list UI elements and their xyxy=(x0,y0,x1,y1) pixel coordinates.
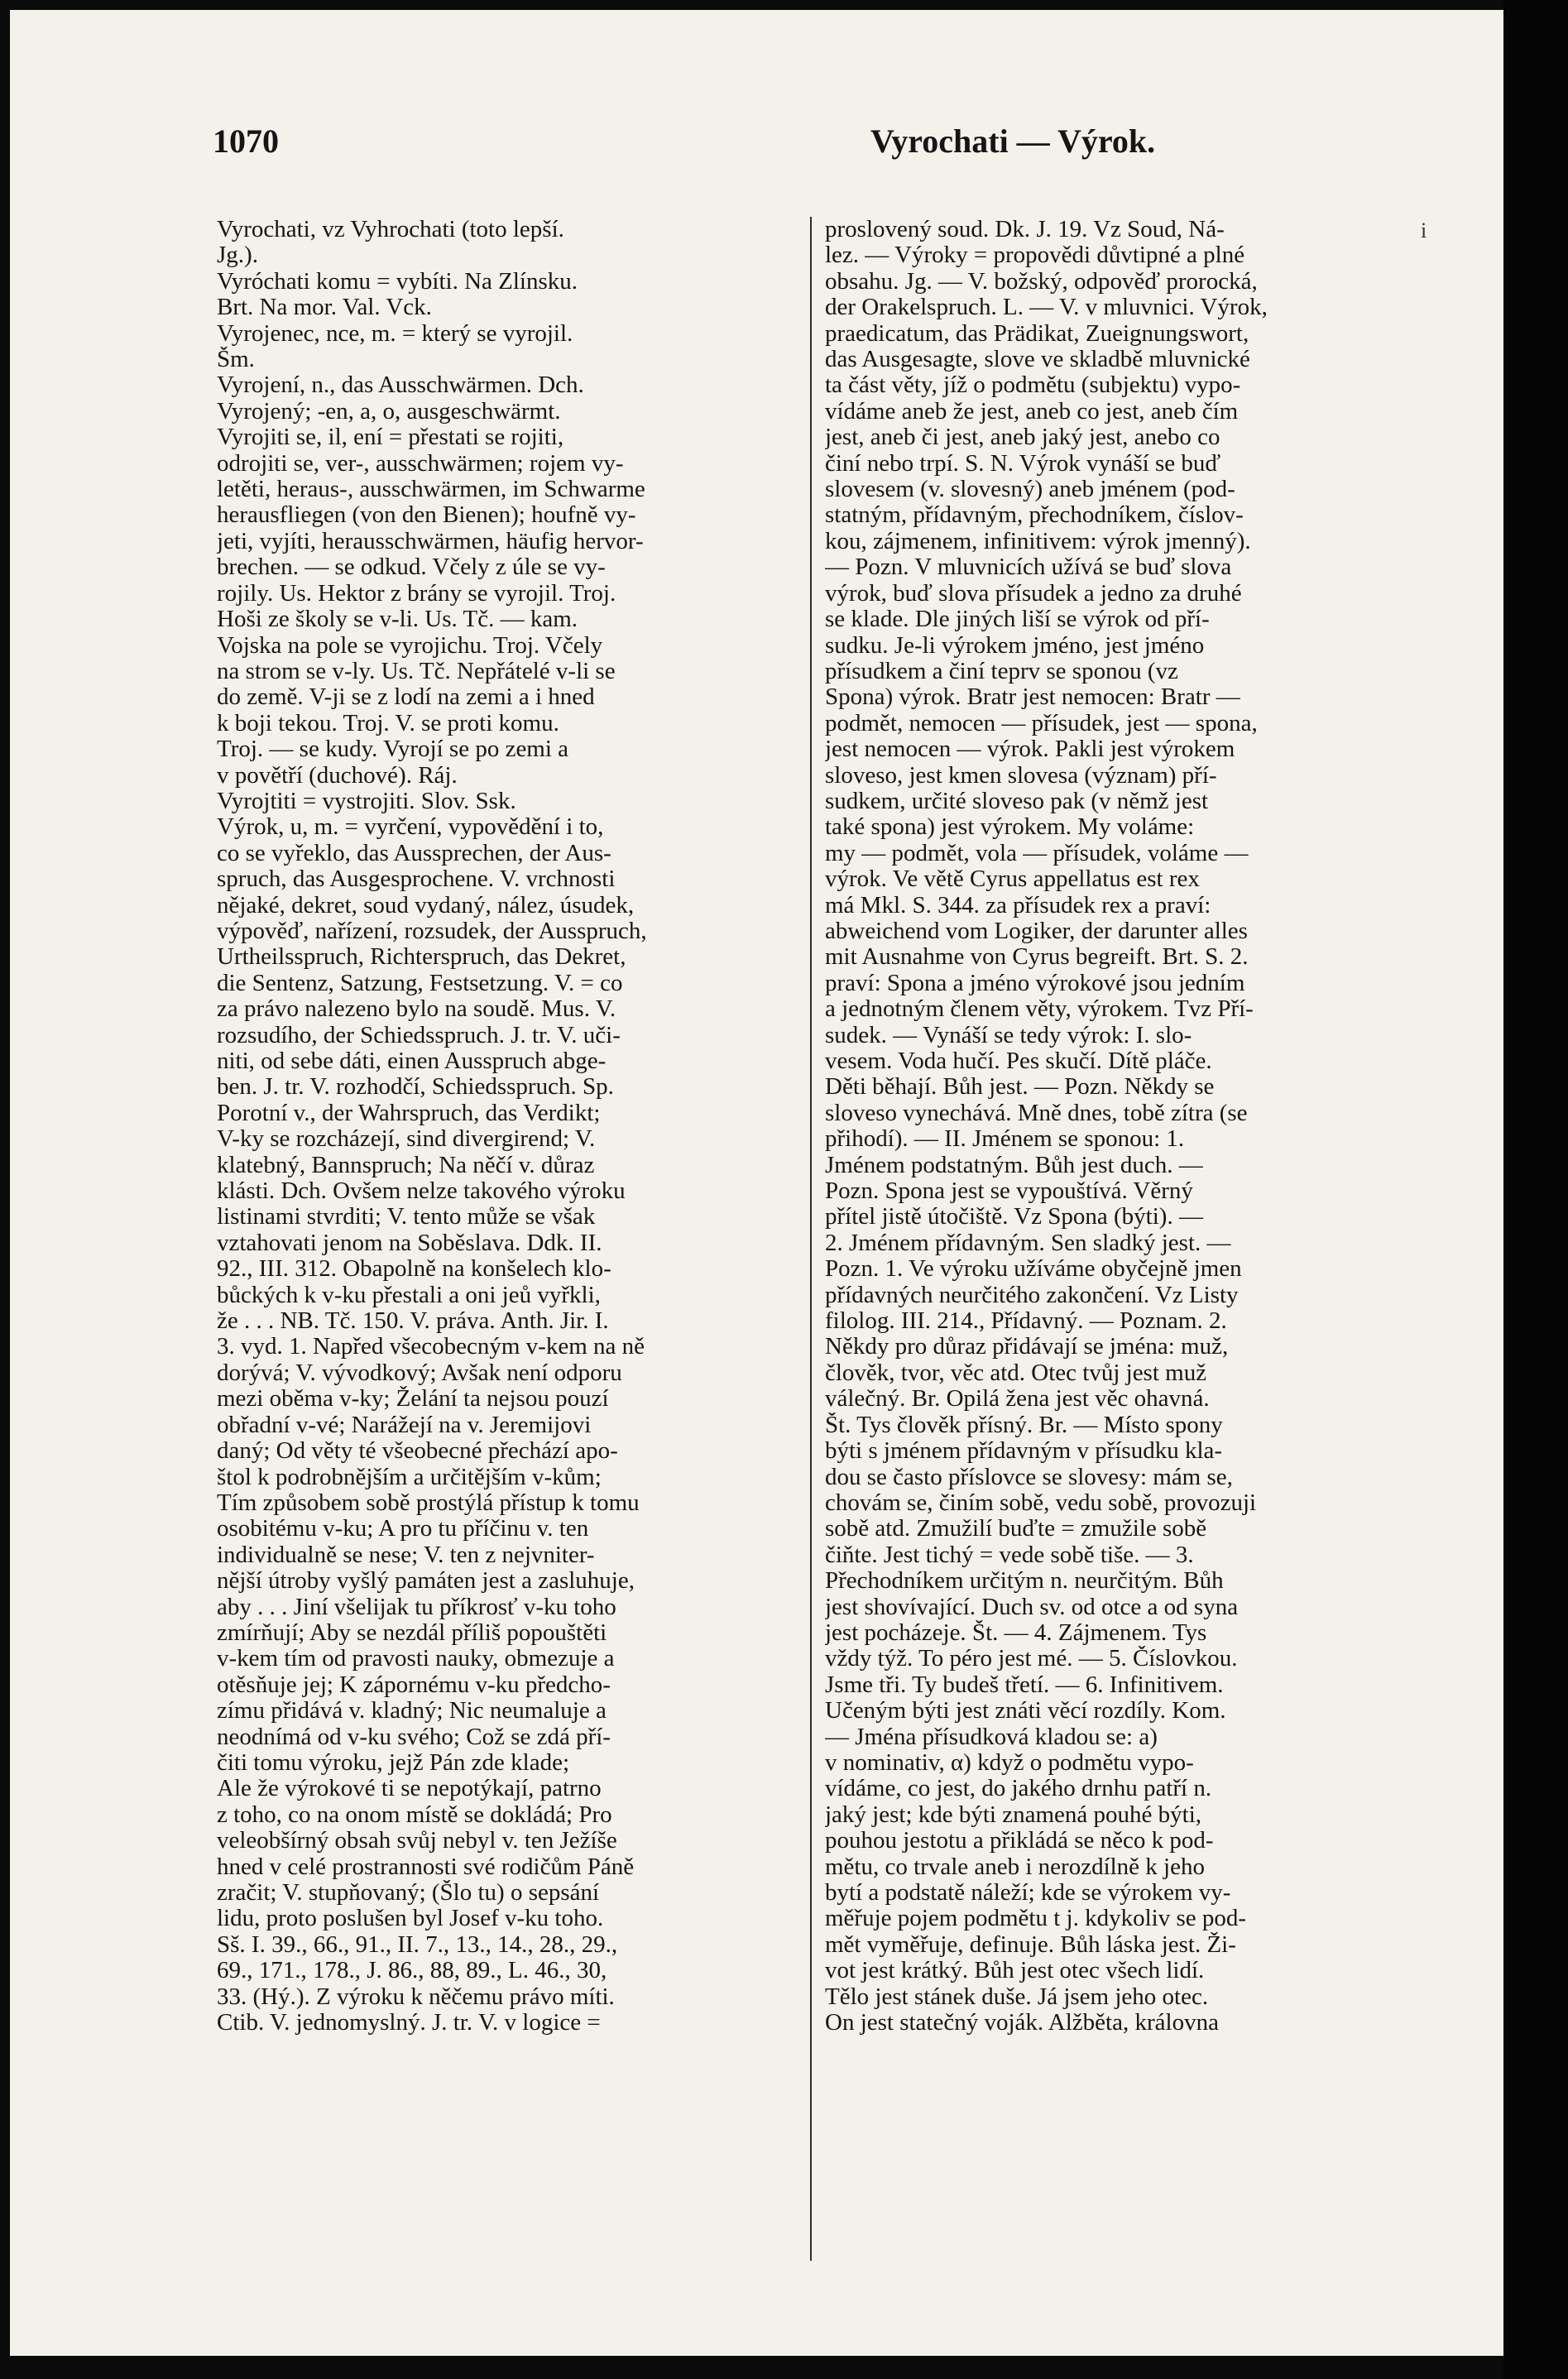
text-line: statným, přídavným, přechodníkem, číslov- xyxy=(825,502,1244,529)
text-line: podmět, nemocen — přísudek, jest — spona, xyxy=(825,710,1258,736)
text-line: že . . . NB. Tč. 150. V. práva. Anth. Jir. I. xyxy=(217,1308,609,1335)
text-line: nější útroby vyšlý památen jest a zasluhuje, xyxy=(217,1568,635,1595)
text-line: vídáme aneb že jest, aneb co jest, aneb čím xyxy=(825,398,1239,424)
text-line: — Pozn. V mluvnicích užívá se buď slova xyxy=(825,554,1232,581)
text-line: Hoši ze školy se v-li. Us. Tč. — kam. xyxy=(217,607,578,633)
text-line: k boji tekou. Troj. V. se proti komu. xyxy=(217,710,559,736)
text-line: sloveso vynechává. Mně dnes, tobě zítra (se xyxy=(825,1100,1248,1126)
text-line: letěti, heraus-, ausschwärmen, im Schwarme xyxy=(217,477,645,503)
text-line: Přechodníkem určitým n. neurčitým. Bůh xyxy=(825,1568,1224,1595)
running-head: Vyrochati — Výrok. xyxy=(870,122,1156,160)
text-line: vídáme, co jest, do jakého drnhu patří n. xyxy=(825,1776,1212,1802)
text-line: klásti. Dch. Ovšem nelze takového výroku xyxy=(217,1178,626,1205)
text-line: Tělo jest stánek duše. Já jsem jeho otec. xyxy=(825,1983,1209,2010)
text-line: nějaké, dekret, soud vydaný, nález, úsudek, xyxy=(217,892,635,919)
text-line: štol k podrobnějším a určitějším v-kům; xyxy=(217,1464,602,1490)
text-line: býti s jménem přídavným v přísudku kla- xyxy=(825,1438,1223,1465)
text-line: bytí a podstatě náleží; kde se výrokem vy- xyxy=(825,1880,1231,1906)
right-column xyxy=(825,217,1417,2036)
text-line: Šm. xyxy=(217,347,255,373)
text-line: chovám se, činím sobě, vedu sobě, provozuji xyxy=(825,1489,1257,1516)
text-line: mět vyměřuje, definuje. Bůh láska jest. Ži- xyxy=(825,1931,1236,1958)
text-line: 69., 171., 178., J. 86., 88, 89., L. 46., 30, xyxy=(217,1958,607,1984)
text-line: praedicatum, das Prädikat, Zueignungswort, xyxy=(825,320,1249,347)
text-line: daný; Od věty té všeobecné přechází apo- xyxy=(217,1438,618,1465)
text-line: v-kem tím od pravosti nauky, obmezuje a xyxy=(217,1646,615,1672)
text-line: v povětří (duchové). Ráj. xyxy=(217,762,458,789)
text-line: výrok. Ve větě Cyrus appellatus est rex xyxy=(825,866,1200,893)
text-line: ben. J. tr. V. rozhodčí, Schiedsspruch. Sp. xyxy=(217,1074,614,1101)
text-line: přítel jistě útočiště. Vz Spona (býti). — xyxy=(825,1204,1203,1230)
text-line: měřuje pojem podmětu t j. kdykoliv se pod- xyxy=(825,1906,1247,1932)
text-line: Pozn. Spona jest se vypouštívá. Věrný xyxy=(825,1178,1193,1205)
text-line: Ctib. V. jednomyslný. J. tr. V. v logice = xyxy=(217,2010,601,2036)
text-line: jest, aneb či jest, aneb jaký jest, anebo co xyxy=(825,424,1220,451)
text-line: Porotní v., der Wahrspruch, das Verdikt; xyxy=(217,1100,601,1126)
text-line: Urtheilsspruch, Richterspruch, das Dekret, xyxy=(217,944,626,971)
text-line: lez. — Výroky = propovědi důvtipné a plné xyxy=(825,242,1245,269)
text-line: Jg.). xyxy=(217,242,258,269)
text-line: my — podmět, vola — přísudek, voláme — xyxy=(825,840,1249,866)
text-line: vztahovati jenom na Soběslava. Ddk. II. xyxy=(217,1230,602,1256)
text-line: vždy týž. To péro jest mé. — 5. Číslovkou. xyxy=(825,1646,1238,1672)
text-line: Vyrojtiti = vystrojiti. Slov. Ssk. xyxy=(217,788,516,814)
text-line: sudku. Je-li výrokem jméno, jest jméno xyxy=(825,632,1205,659)
text-line: die Sentenz, Satzung, Festsetzung. V. = co xyxy=(217,970,623,996)
text-line: činí nebo trpí. S. N. Výrok vynáší se buď xyxy=(825,450,1221,477)
text-line: čiti tomu výroku, jejž Pán zde klade; xyxy=(217,1749,570,1776)
text-line: do země. V-ji se z lodí na zemi a i hned xyxy=(217,684,595,711)
text-line: sudek. — Vynáší se tedy výrok: I. slo- xyxy=(825,1022,1192,1048)
text-line: odrojiti se, ver-, ausschwärmen; rojem vy- xyxy=(217,450,624,477)
text-line: Vyróchati komu = vybíti. Na Zlínsku. xyxy=(217,268,578,295)
text-line: sobě atd. Zmužilí buďte = zmužile sobě xyxy=(825,1516,1207,1542)
text-line: dou se často příslovce se slovesy: mám se, xyxy=(825,1464,1233,1490)
text-line: čiňte. Jest tichý = vede sobě tiše. — 3. xyxy=(825,1542,1194,1568)
text-line: otěsňuje jej; K zápornému v-ku předcho- xyxy=(217,1672,611,1698)
text-line: sloveso, jest kmen slovesa (význam) pří- xyxy=(825,762,1217,789)
text-line: na strom se v-ly. Us. Tč. Nepřátelé v-li se xyxy=(217,658,616,684)
page-number: 1070 xyxy=(213,122,279,160)
text-line: Št. Tys člověk přísný. Br. — Místo spony xyxy=(825,1412,1223,1438)
text-line: zračit; V. stupňovaný; (Šlo tu) o sepsání xyxy=(217,1880,600,1906)
text-line: Troj. — se kudy. Vyrojí se po zemi a xyxy=(217,736,569,763)
dictionary-page xyxy=(10,10,1503,2356)
text-line: rozsudího, der Schiedsspruch. J. tr. V. uči- xyxy=(217,1022,621,1048)
text-line: listinami stvrditi; V. tento může se však xyxy=(217,1204,596,1230)
text-line: jaký jest; kde býti znamená pouhé býti, xyxy=(825,1801,1202,1828)
text-line: sudkem, určité sloveso pak (v němž jest xyxy=(825,788,1209,814)
text-line: přihodí). — II. Jménem se sponou: 1. xyxy=(825,1126,1185,1153)
margin-mark: i xyxy=(1421,218,1427,242)
text-line: veleobšírný obsah svůj nebyl v. ten Ježíše xyxy=(217,1828,617,1854)
text-line: Někdy pro důraz přidávají se jména: muž, xyxy=(825,1334,1229,1360)
text-line: má Mkl. S. 344. za přísudek rex a praví: xyxy=(825,892,1211,919)
text-line: přísudkem a činí teprv se sponou (vz xyxy=(825,658,1178,684)
text-line: 3. vyd. 1. Napřed všecobecným v-kem na ně xyxy=(217,1334,645,1360)
text-line: hned v celé prostrannosti své rodičům Páně xyxy=(217,1854,635,1880)
text-line: 2. Jménem přídavným. Sen sladký jest. — xyxy=(825,1230,1231,1256)
text-line: lidu, proto poslušen byl Josef v-ku toho. xyxy=(217,1906,604,1932)
text-line: výrok, buď slova přísudek a jedno za druhé xyxy=(825,580,1242,607)
text-line: člověk, tvor, věc atd. Otec tvůj jest muž xyxy=(825,1360,1207,1386)
text-line: Vojska na pole se vyrojichu. Troj. Včely xyxy=(217,632,603,659)
text-line: v nominativ, α) když o podmětu vypo- xyxy=(825,1749,1194,1776)
text-line: se klade. Dle jiných liší se výrok od pří- xyxy=(825,607,1210,633)
text-line: individualně se nese; V. ten z nejvniter- xyxy=(217,1542,595,1568)
text-line: Pozn. 1. Ve výroku užíváme obyčejně jmen xyxy=(825,1256,1242,1283)
text-line: rojily. Us. Hektor z brány se vyrojil. Troj. xyxy=(217,580,616,607)
text-line: jest shovívající. Duch sv. od otce a od syna xyxy=(825,1594,1239,1620)
text-line: mit Ausnahme von Cyrus begreift. Brt. S. 2. xyxy=(825,944,1249,971)
text-line: brechen. — se odkud. Včely z úle se vy- xyxy=(217,554,606,581)
text-line: jest nemocen — výrok. Pakli jest výrokem xyxy=(825,736,1235,763)
text-line: Vyrojení, n., das Ausschwärmen. Dch. xyxy=(217,372,584,399)
text-line: spruch, das Ausgesprochene. V. vrchnosti xyxy=(217,866,616,893)
text-line: niti, od sebe dáti, einen Ausspruch abge- xyxy=(217,1048,607,1074)
text-line: za právo nalezeno bylo na soudě. Mus. V. xyxy=(217,996,616,1023)
text-line: Vyrojiti se, il, ení = přestati se rojiti, xyxy=(217,424,564,451)
text-line: 33. (Hý.). Z výroku k něčemu právo míti. xyxy=(217,1983,615,2010)
text-line: výpověď, nařízení, rozsudek, der Ausspruch, xyxy=(217,918,647,944)
text-line: zímu přidává v. kladný; Nic neumaluje a xyxy=(217,1698,607,1724)
text-line: 92., III. 312. Obapolně na konšelech klo- xyxy=(217,1256,611,1283)
text-line: Děti běhají. Bůh jest. — Pozn. Někdy se xyxy=(825,1074,1215,1101)
text-line: Vyrochati, vz Vyhrochati (toto lepší. xyxy=(217,217,564,242)
text-line: válečný. Br. Opilá žena jest věc ohavná. xyxy=(825,1386,1210,1413)
text-line: klatebný, Bannspruch; Na něčí v. důraz xyxy=(217,1152,595,1178)
text-line: přídavných neurčitého zakončení. Vz Listy xyxy=(825,1282,1239,1308)
text-line: také spona) jest výrokem. My voláme: xyxy=(825,814,1195,841)
text-line: das Ausgesagte, slove ve skladbě mluvnické xyxy=(825,347,1250,373)
text-line: Spona) výrok. Bratr jest nemocen: Bratr — xyxy=(825,684,1240,711)
text-line: vesem. Voda hučí. Pes skučí. Dítě pláče. xyxy=(825,1048,1212,1074)
page-header xyxy=(213,122,1503,171)
text-line: mětu, co trvale aneb i nerozdílně k jeho xyxy=(825,1854,1205,1880)
text-line: der Orakelspruch. L. — V. v mluvnici. Výrok, xyxy=(825,295,1268,321)
text-line: neodnímá od v-ku svého; Což se zdá pří- xyxy=(217,1724,611,1750)
text-line: ta část věty, jíž o podmětu (subjektu) vypo- xyxy=(825,372,1241,399)
text-line: Ale že výrokové ti se nepotýkají, patrno xyxy=(217,1776,602,1802)
text-line: Výrok, u, m. = vyrčení, vypovědění i to, xyxy=(217,814,604,841)
text-line: herausfliegen (von den Bienen); houfně vy- xyxy=(217,502,636,529)
text-line: jeti, vyjíti, herausschwärmen, häufig hervor- xyxy=(217,528,644,554)
text-line: bůckých k v-ku přestali a oni jeů vyřkli, xyxy=(217,1282,601,1308)
text-line: — Jména přísudková kladou se: a) xyxy=(825,1724,1158,1750)
text-line: slovesem (v. slovesný) aneb jménem (pod- xyxy=(825,477,1235,503)
text-line: obsahu. Jg. — V. božský, odpověď prorocká, xyxy=(825,268,1258,295)
text-line: pouhou jestotu a přikládá se něco k pod- xyxy=(825,1828,1214,1854)
text-line: praví: Spona a jméno výrokové jsou jedním xyxy=(825,970,1245,996)
text-line: proslovený soud. Dk. J. 19. Vz Soud, Ná- xyxy=(825,217,1225,242)
text-line: V-ky se rozcházejí, sind divergirend; V. xyxy=(217,1126,596,1153)
text-line: z toho, co na onom místě se dokládá; Pro xyxy=(217,1801,612,1828)
text-line: On jest statečný voják. Alžběta, královna xyxy=(825,2010,1219,2036)
text-line: co se vyřeklo, das Aussprechen, der Aus- xyxy=(217,840,611,866)
text-line: kou, zájmenem, infinitivem: výrok jmenný). xyxy=(825,528,1251,554)
text-line: filolog. III. 214., Přídavný. — Poznam. 2. xyxy=(825,1308,1227,1335)
text-line: Jsme tři. Ty budeš třetí. — 6. Infinitivem. xyxy=(825,1672,1224,1698)
text-line: zmírňují; Aby se nezdál příliš popouštěti xyxy=(217,1619,607,1646)
column-divider xyxy=(810,217,812,2261)
text-line: abweichend vom Logiker, der darunter alles xyxy=(825,918,1248,944)
text-line: Vyrojený; -en, a, o, ausgeschwärmt. xyxy=(217,398,561,424)
text-line: jest pocházeje. Št. — 4. Zájmenem. Tys xyxy=(825,1619,1207,1646)
text-line: Brt. Na mor. Val. Vck. xyxy=(217,295,432,321)
text-line: aby . . . Jiní všelijak tu příkrosť v-ku toho xyxy=(217,1594,616,1620)
text-line: Vyrojenec, nce, m. = který se vyrojil. xyxy=(217,320,573,347)
text-line: osobitému v-ku; A pro tu příčinu v. ten xyxy=(217,1516,589,1542)
text-line: vot jest krátký. Bůh jest otec všech lidí. xyxy=(825,1958,1205,1984)
text-line: Učeným býti jest znáti věcí rozdíly. Kom. xyxy=(825,1698,1226,1724)
text-line: dorývá; V. vývodkový; Avšak není odporu xyxy=(217,1360,622,1386)
text-line: Tím způsobem sobě prostýlá přístup k tomu xyxy=(217,1489,640,1516)
scan-dark-border xyxy=(1503,0,1568,2379)
text-line: mezi oběma v-ky; Želání ta nejsou pouzí xyxy=(217,1386,609,1413)
text-line: Jménem podstatným. Bůh jest duch. — xyxy=(825,1152,1203,1178)
text-line: Sš. I. 39., 66., 91., II. 7., 13., 14., 28., 29., xyxy=(217,1931,618,1958)
left-column xyxy=(217,217,796,2036)
text-line: a jednotným členem věty, výrokem. Tvz Pří- xyxy=(825,996,1254,1023)
text-line: obřadní v-vé; Narážejí na v. Jeremijovi xyxy=(217,1412,592,1438)
